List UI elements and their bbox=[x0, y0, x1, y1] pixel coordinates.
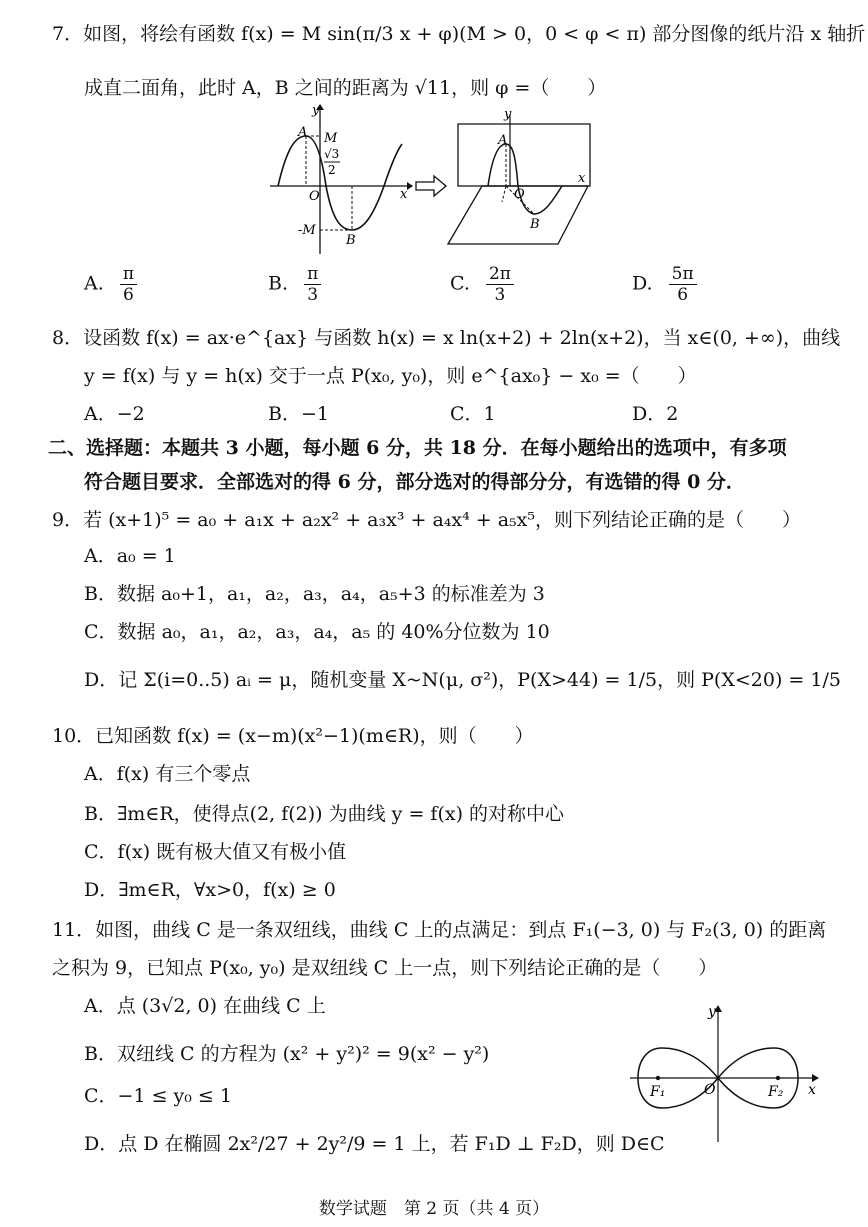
q11-option-c: C．−1 ≤ y₀ ≤ 1 bbox=[84, 1085, 232, 1107]
q7-label-O: O bbox=[309, 189, 320, 204]
q9-stem: 9．若 (x+1)⁵ = a₀ + a₁x + a₂x² + a₃x³ + a₄x⁴ + a₅x⁵，则下列结论正确的是（ ） bbox=[52, 509, 801, 531]
q11-lemniscate-figure bbox=[622, 1002, 827, 1147]
q7-option-c-label: C. bbox=[450, 272, 470, 295]
q11-label-x: x bbox=[808, 1082, 816, 1098]
q7-label-M: M bbox=[324, 131, 338, 146]
q8-line1: 8．设函数 f(x) = ax·e^{ax} 与函数 h(x) = x ln(x+2) + 2ln(x+2)，当 x∈(0, +∞)，曲线 bbox=[52, 327, 841, 349]
q11-line1: 11．如图，曲线 C 是一条双纽线，曲线 C 上的点满足：到点 F₁(−3, 0) 与 F₂(3, 0) 的距离 bbox=[52, 919, 827, 941]
q7-fold-label-A: A bbox=[498, 133, 508, 148]
section2-line2: 符合题目要求．全部选对的得 6 分，部分选对的得部分分，有选错的得 0 分． bbox=[84, 471, 745, 493]
q7-fold-label-x: x bbox=[578, 171, 586, 186]
q7-label-negM: -M bbox=[298, 223, 316, 238]
q9-option-c: C．数据 a₀，a₁，a₂，a₃，a₄，a₅ 的 40%分位数为 10 bbox=[84, 621, 550, 643]
q7-vertical-plane bbox=[458, 124, 590, 186]
q7-label-B: B bbox=[346, 233, 356, 248]
q10-option-a: A．f(x) 有三个零点 bbox=[84, 763, 251, 785]
q11-label-y: y bbox=[708, 1004, 716, 1020]
q7-option-b-frac: $\frac{\pi}{3}$ bbox=[304, 264, 321, 305]
q8-option-c: C．1 bbox=[450, 403, 496, 425]
q11-label-F1: F₁ bbox=[650, 1084, 666, 1100]
q7-option-a-label: A. bbox=[84, 272, 104, 295]
q7-option-c-frac: $\frac{2\pi}{3}$ bbox=[486, 264, 514, 305]
q7-option-d-label: D. bbox=[632, 272, 653, 295]
q10-stem: 10．已知函数 f(x) = (x−m)(x²−1)(m∈R)，则（ ） bbox=[52, 725, 534, 747]
q11-option-b: B．双纽线 C 的方程为 (x² + y²)² = 9(x² − y²) bbox=[84, 1043, 490, 1065]
q7-label-x: x bbox=[400, 187, 408, 202]
q9-option-b: B．数据 a₀+1，a₁，a₂，a₃，a₄，a₅+3 的标准差为 3 bbox=[84, 583, 545, 605]
q8-option-b: B．−1 bbox=[268, 403, 329, 425]
page-footer: 数学试题 第 2 页（共 4 页） bbox=[318, 1199, 550, 1219]
q8-option-a: A．−2 bbox=[84, 403, 145, 425]
q7-option-b-label: B. bbox=[268, 272, 289, 295]
q7-fold-label-B: B bbox=[530, 217, 540, 232]
q7-fold-label-O: O bbox=[514, 187, 525, 202]
q9-option-a: A．a₀ = 1 bbox=[84, 545, 176, 567]
q10-option-b: B．∃m∈R，使得点(2, f(2)) 为曲线 y = f(x) 的对称中心 bbox=[84, 803, 565, 825]
q8-line2: y = f(x) 与 y = h(x) 交于一点 P(x₀, y₀)，则 e^{ax₀} − x₀ =（ ） bbox=[84, 365, 697, 387]
q7-option-c bbox=[450, 264, 514, 305]
q7-fold-label-y: y bbox=[504, 107, 512, 122]
q10-option-d: D．∃m∈R，∀x>0，f(x) ≥ 0 bbox=[84, 879, 336, 901]
q7-option-d bbox=[632, 264, 697, 305]
q7-option-a-frac: $\frac{\pi}{6}$ bbox=[120, 264, 137, 305]
q7-label-two: 2 bbox=[328, 163, 336, 177]
q7-sine-curve bbox=[278, 136, 402, 230]
q9-option-d: D．记 Σ(i=0..5) aᵢ = μ，随机变量 X~N(μ, σ²)，P(X>44) = 1/5，则 P(X<20) = 1/5 bbox=[84, 669, 841, 691]
q10-option-c: C．f(x) 既有极大值又有极小值 bbox=[84, 841, 347, 863]
q11-line2: 之积为 9，已知点 P(x₀, y₀) 是双纽线 C 上一点，则下列结论正确的是（ ） bbox=[52, 957, 718, 979]
q7-option-b bbox=[268, 264, 321, 305]
section2-line1: 二、选择题：本题共 3 小题，每小题 6 分，共 18 分．在每小题给出的选项中，有多项 bbox=[48, 437, 787, 459]
q7-option-a bbox=[84, 264, 137, 305]
q7-option-d-frac: $\frac{5\pi}{6}$ bbox=[669, 264, 697, 305]
q7-label-y: y bbox=[312, 103, 320, 118]
q7-figure bbox=[262, 102, 602, 267]
q7-label-sqrt3: √3 bbox=[324, 147, 340, 161]
q7-label-A: A bbox=[298, 125, 308, 140]
fold-arrow-icon bbox=[416, 176, 446, 196]
q11-label-F2: F₂ bbox=[768, 1084, 784, 1100]
q8-option-d: D．2 bbox=[632, 403, 679, 425]
q11-option-d: D．点 D 在椭圆 2x²/27 + 2y²/9 = 1 上，若 F₁D ⊥ F₂D，则 D∈C bbox=[84, 1133, 665, 1155]
q11-option-a: A．点 (3√2, 0) 在曲线 C 上 bbox=[84, 995, 326, 1017]
q7-line2: 成直二面角，此时 A，B 之间的距离为 √11，则 φ =（ ） bbox=[84, 77, 607, 99]
q7-line1: 7．如图，将绘有函数 f(x) = M sin(π/3 x + φ)(M > 0，0 < φ < π) 部分图像的纸片沿 x 轴折 bbox=[52, 23, 866, 45]
q11-label-O: O bbox=[704, 1082, 716, 1098]
